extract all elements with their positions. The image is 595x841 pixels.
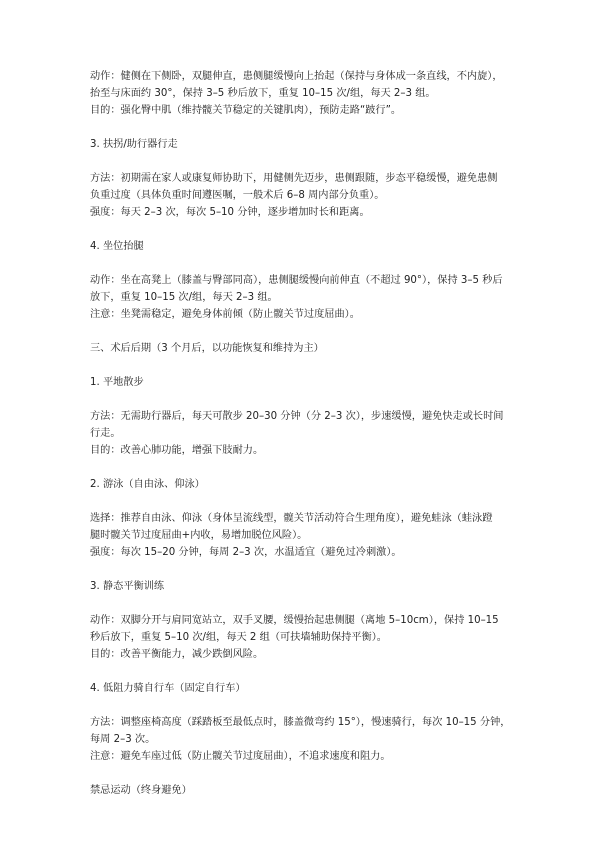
text-line: 每周 2–3 次。: [90, 734, 156, 745]
text-line: 方法：初期需在家人或康复师协助下，用健侧先迈步，患侧跟随，步态平稳缓慢，避免患侧: [90, 173, 498, 184]
text-line: 强度：每次 15–20 分钟，每周 2–3 次，水温适宜（避免过冷刺激）。: [90, 547, 402, 558]
section-heading-cycling: 4. 低阻力骑自行车（固定自行车）: [90, 683, 246, 694]
section-heading-swimming: 2. 游泳（自由泳、仰泳）: [90, 479, 205, 490]
text-line: 腿时髋关节过度屈曲+内收，易增加脱位风险）。: [90, 530, 308, 541]
paragraph-walking: [90, 408, 510, 459]
paragraph-side-leg-raise: [90, 68, 510, 119]
text-line: 动作：坐在高凳上（膝盖与臀部同高），患侧腿缓慢向前伸直（不超过 90°），保持 3–5 秒后: [90, 275, 503, 286]
text-line: 目的：强化臀中肌（维持髋关节稳定的关键肌肉），预防走路“跛行”。: [90, 105, 402, 116]
text-line: 方法：无需助行器后，每天可散步 20–30 分钟（分 2–3 次），步速缓慢，避免快走或长时间: [90, 411, 504, 422]
text-line: 强度：每天 2–3 次，每次 5–10 分钟，逐步增加时长和距离。: [90, 207, 370, 218]
paragraph-seated-leg-raise: [90, 272, 510, 323]
text-line: 负重过度（具体负重时间遵医嘱，一般术后 6–8 周内部分负重）。: [90, 190, 385, 201]
text-line: 动作：双脚分开与肩同宽站立，双手叉腰，缓慢抬起患侧腿（离地 5–10cm），保持 10–15: [90, 615, 499, 626]
paragraph-crutch-walking: [90, 170, 510, 221]
text-line: 方法：调整座椅高度（踩踏板至最低点时，膝盖微弯约 15°），慢速骑行，每次 10–15 分钟，: [90, 717, 511, 728]
text-line: 目的：改善平衡能力，减少跌倒风险。: [90, 649, 264, 660]
text-line: 放下，重复 10–15 次/组，每天 2–3 组。: [90, 292, 278, 303]
paragraph-swimming: [90, 510, 510, 561]
text-line: 注意：避免车座过低（防止髋关节过度屈曲），不追求速度和阻力。: [90, 751, 391, 762]
paragraph-cycling: [90, 714, 510, 765]
section-heading-walking: 1. 平地散步: [90, 377, 144, 388]
paragraph-balance-training: [90, 612, 510, 663]
text-line: 秒后放下，重复 5–10 次/组，每天 2 组（可扶墙辅助保持平衡）。: [90, 632, 387, 643]
text-line: 行走。: [90, 428, 121, 439]
section-heading-contraindicated: 禁忌运动（终身避免）: [90, 785, 192, 796]
section-heading-crutch-walking: 3. 扶拐/助行器行走: [90, 139, 178, 150]
text-line: 注意：坐凳需稳定，避免身体前倾（防止髋关节过度屈曲）。: [90, 309, 360, 320]
text-line: 抬至与床面约 30°，保持 3–5 秒后放下，重复 10–15 次/组，每天 2–3 组。: [90, 88, 436, 99]
document-page: [90, 68, 510, 816]
text-line: 动作：健侧在下侧卧，双腿伸直，患侧腿缓慢向上抬起（保持与身体成一条直线，不内旋），: [90, 71, 503, 82]
chapter-heading-late-postop: 三、术后后期（3 个月后，以功能恢复和维持为主）: [90, 343, 324, 354]
text-line: 选择：推荐自由泳、仰泳（身体呈流线型，髋关节活动符合生理角度），避免蛙泳（蛙泳蹬: [90, 513, 493, 524]
text-line: 目的：改善心肺功能，增强下肢耐力。: [90, 445, 264, 456]
section-heading-balance-training: 3. 静态平衡训练: [90, 581, 165, 592]
section-heading-seated-leg-raise: 4. 坐位抬腿: [90, 241, 144, 252]
